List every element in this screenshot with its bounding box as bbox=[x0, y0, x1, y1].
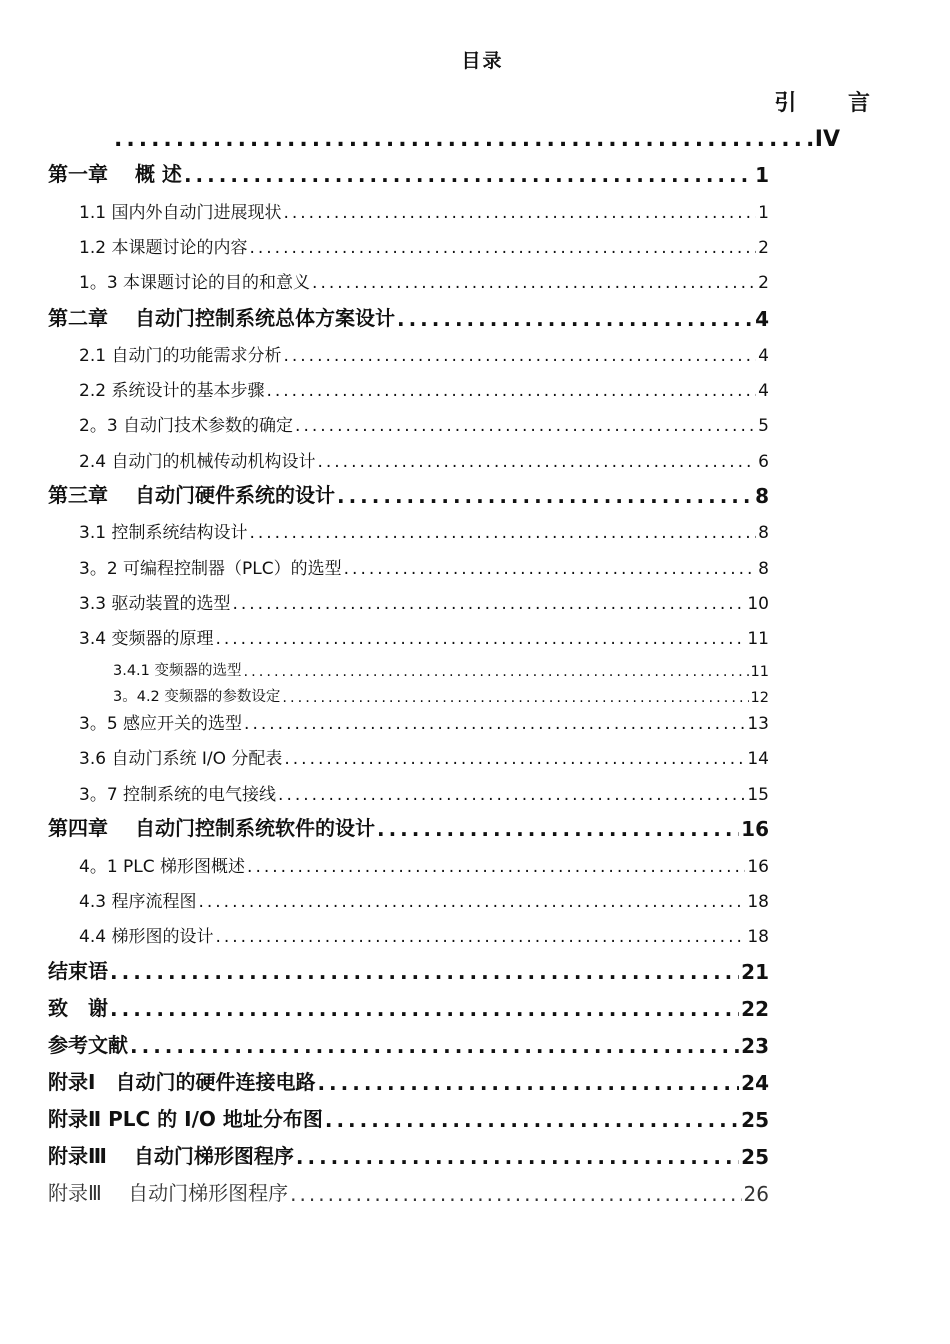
toc-entry[interactable] bbox=[48, 1139, 769, 1169]
toc-entry-page: 11 bbox=[750, 664, 769, 680]
toc-entry[interactable] bbox=[113, 686, 769, 706]
toc-entry[interactable] bbox=[48, 1028, 769, 1058]
toc-entry-page: 22 bbox=[741, 997, 769, 1021]
page-title: 目录 bbox=[461, 50, 504, 72]
toc-entry-label: 2。3 自动门技术参数的确定 bbox=[79, 416, 294, 436]
toc-entry-label: 3.4.1 变频器的选型 bbox=[113, 663, 242, 679]
toc-entry-page: 14 bbox=[747, 749, 769, 769]
toc-entry[interactable] bbox=[48, 478, 769, 508]
leader-dots bbox=[290, 1182, 741, 1206]
leader-dots bbox=[266, 381, 756, 401]
toc-entry-page: 4 bbox=[758, 381, 769, 401]
leader-dots bbox=[215, 629, 745, 649]
toc-entry[interactable] bbox=[79, 553, 769, 579]
toc-entry-label: 3.4 变频器的原理 bbox=[79, 629, 214, 649]
toc-entry-label: 2.1 自动门的功能需求分析 bbox=[79, 346, 282, 366]
toc-entry-label: 结束语 bbox=[48, 959, 108, 983]
toc-entry[interactable] bbox=[79, 851, 769, 877]
toc-entry-page: 25 bbox=[741, 1145, 769, 1169]
leader-dots bbox=[317, 1071, 739, 1095]
toc-entry[interactable] bbox=[79, 708, 769, 734]
toc-entry[interactable] bbox=[79, 588, 769, 614]
toc-entry-label: 致 谢 bbox=[48, 996, 108, 1020]
leader-dots bbox=[130, 1034, 739, 1058]
toc-entry-label: 附录Ⅲ 自动门梯形图程序 bbox=[48, 1144, 294, 1168]
toc-intro-leader bbox=[114, 122, 840, 152]
leader-dots bbox=[282, 690, 748, 706]
toc-entry-label: 参考文献 bbox=[48, 1033, 128, 1057]
toc-entry-page: 12 bbox=[750, 690, 769, 706]
toc-entry[interactable] bbox=[113, 660, 769, 680]
toc-entry[interactable] bbox=[79, 623, 769, 649]
toc-entry-page: 26 bbox=[743, 1182, 769, 1206]
toc-entry-page: 16 bbox=[747, 857, 769, 877]
toc-entry-page: 4 bbox=[755, 307, 769, 331]
toc-entry[interactable] bbox=[48, 157, 769, 187]
toc-entry-label: 4。1 PLC 梯形图概述 bbox=[79, 857, 246, 877]
toc-entry-page: 1 bbox=[758, 203, 769, 223]
toc-entry-label: 附录Ⅲ 自动门梯形图程序 bbox=[48, 1181, 289, 1205]
leader-dots bbox=[198, 892, 745, 912]
toc-entry-label: 3。7 控制系统的电气接线 bbox=[79, 785, 277, 805]
leader-dots bbox=[283, 346, 756, 366]
leader-dots bbox=[110, 997, 739, 1021]
leader-dots bbox=[284, 749, 745, 769]
toc-entry-label: 第二章 自动门控制系统总体方案设计 bbox=[48, 306, 395, 330]
leader-dots bbox=[244, 714, 745, 734]
toc-entry-page: 21 bbox=[741, 960, 769, 984]
toc-entry-page: 4 bbox=[758, 346, 769, 366]
toc-entry[interactable] bbox=[48, 1176, 769, 1206]
toc-entry-page: 2 bbox=[758, 238, 769, 258]
toc-entry-label: 4.3 程序流程图 bbox=[79, 892, 197, 912]
leader-dots bbox=[296, 1145, 739, 1169]
leader-dots bbox=[110, 960, 739, 984]
leader-dots bbox=[397, 307, 753, 331]
toc-entry-page: 15 bbox=[747, 785, 769, 805]
toc-entry-label: 3。2 可编程控制器（PLC）的选型 bbox=[79, 559, 342, 579]
toc-entry-label: 附录Ⅰ 自动门的硬件连接电路 bbox=[48, 1070, 316, 1094]
toc-entry-page: 24 bbox=[741, 1071, 769, 1095]
leader-dots bbox=[283, 203, 756, 223]
toc-entry-page: 10 bbox=[747, 594, 769, 614]
toc-entry[interactable] bbox=[79, 410, 769, 436]
leader-dots bbox=[317, 452, 756, 472]
toc-entry[interactable] bbox=[48, 811, 769, 841]
toc-entry-page: 8 bbox=[758, 523, 769, 543]
toc-entry[interactable] bbox=[79, 921, 769, 947]
toc-entry-label: 3.6 自动门系统 I/O 分配表 bbox=[79, 749, 283, 769]
leader-dots bbox=[337, 484, 753, 508]
toc-entry-page: 2 bbox=[758, 273, 769, 293]
toc-entry[interactable] bbox=[79, 743, 769, 769]
toc-entry-label: 3。5 感应开关的选型 bbox=[79, 714, 243, 734]
toc-entry-label: 3。4.2 变频器的参数设定 bbox=[113, 689, 281, 705]
toc-entry-page: 18 bbox=[747, 927, 769, 947]
toc-entry-page: 11 bbox=[747, 629, 769, 649]
toc-entry-page: 16 bbox=[741, 817, 769, 841]
toc-entry[interactable] bbox=[79, 375, 769, 401]
toc-entry-label: 1.2 本课题讨论的内容 bbox=[79, 238, 248, 258]
leader-dots bbox=[232, 594, 745, 614]
toc-entry-label: 1。3 本课题讨论的目的和意义 bbox=[79, 273, 311, 293]
toc-entry-page: 25 bbox=[741, 1108, 769, 1132]
toc-entry[interactable] bbox=[79, 267, 769, 293]
leader-dots bbox=[249, 523, 756, 543]
toc-entry-page: 18 bbox=[747, 892, 769, 912]
toc-entry[interactable] bbox=[79, 232, 769, 258]
toc-entry-page: 8 bbox=[755, 484, 769, 508]
toc-entry-page: 1 bbox=[755, 163, 769, 187]
leader-dots bbox=[377, 817, 739, 841]
toc-entry[interactable] bbox=[79, 446, 769, 472]
toc-entry[interactable] bbox=[48, 301, 769, 331]
toc-entry-page: 13 bbox=[747, 714, 769, 734]
leader-dots bbox=[215, 927, 745, 947]
toc-entry-label: 4.4 梯形图的设计 bbox=[79, 927, 214, 947]
toc-entry-label: 第三章 自动门硬件系统的设计 bbox=[48, 483, 335, 507]
toc-entry[interactable] bbox=[79, 517, 769, 543]
toc-entry-page: 6 bbox=[758, 452, 769, 472]
leader-dots bbox=[278, 785, 745, 805]
leader-dots bbox=[114, 127, 815, 152]
toc-intro-page: IV bbox=[814, 127, 840, 152]
toc-entry-label: 3.1 控制系统结构设计 bbox=[79, 523, 248, 543]
toc-entry[interactable] bbox=[79, 886, 769, 912]
leader-dots bbox=[325, 1108, 739, 1132]
toc-entry-label: 3.3 驱动装置的选型 bbox=[79, 594, 231, 614]
toc-entry-label: 2.4 自动门的机械传动机构设计 bbox=[79, 452, 316, 472]
toc-entry-page: 23 bbox=[741, 1034, 769, 1058]
leader-dots bbox=[344, 559, 757, 579]
leader-dots bbox=[244, 664, 749, 680]
toc-entry-label: 第四章 自动门控制系统软件的设计 bbox=[48, 816, 375, 840]
toc-entry[interactable] bbox=[79, 197, 769, 223]
toc-entry-page: 8 bbox=[758, 559, 769, 579]
toc-entry[interactable] bbox=[79, 340, 769, 366]
leader-dots bbox=[184, 163, 753, 187]
leader-dots bbox=[247, 857, 745, 877]
leader-dots bbox=[295, 416, 756, 436]
leader-dots bbox=[249, 238, 756, 258]
toc-entry-label: 第一章 概 述 bbox=[48, 162, 182, 186]
toc-intro-label: 引 言 bbox=[774, 91, 892, 116]
leader-dots bbox=[312, 273, 756, 293]
toc-entry[interactable] bbox=[48, 991, 769, 1021]
toc-entry-label: 附录Ⅱ PLC 的 I/O 地址分布图 bbox=[48, 1107, 323, 1131]
toc-entry[interactable] bbox=[48, 954, 769, 984]
toc-entry-page: 5 bbox=[758, 416, 769, 436]
toc-entry[interactable] bbox=[79, 779, 769, 805]
toc-entry-label: 2.2 系统设计的基本步骤 bbox=[79, 381, 265, 401]
toc-entry-label: 1.1 国内外自动门进展现状 bbox=[79, 203, 282, 223]
toc-entry[interactable] bbox=[48, 1065, 769, 1095]
toc-entry[interactable] bbox=[48, 1102, 769, 1132]
